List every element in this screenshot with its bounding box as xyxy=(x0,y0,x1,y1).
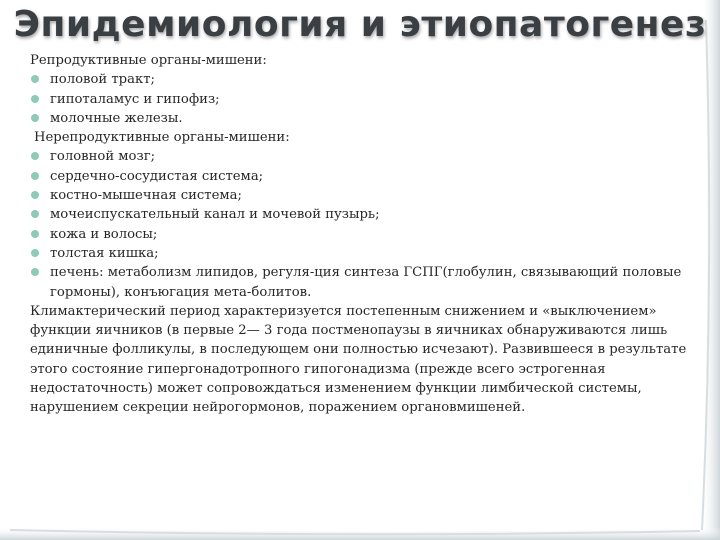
bullet-icon xyxy=(31,114,39,122)
list-item xyxy=(30,90,695,109)
climacteric-paragraph: Климактерический период характеризуется постепенным снижением и «выключением» функции яичников (в первые 2— 3 года постменопаузы в яичниках обнаруживаются лишь единичные фолликулы, в последующем они полностью исчезают). Развившееся в результате этого состояние гипергонадотропного гипогонадизма (прежде всего эстрогенная недостаточность) может сопровождаться изменением функции лимбической системы, нарушением секреции нейрогормонов, поражением органовмишеней. xyxy=(30,303,687,416)
list-item xyxy=(30,70,695,89)
slide-title: Эпидемиология и этиопатогенез xyxy=(13,4,707,45)
slide-content xyxy=(30,51,695,418)
list-item xyxy=(30,263,695,302)
list-item xyxy=(30,186,695,205)
bullet-icon xyxy=(31,75,39,83)
bullet-icon xyxy=(31,172,39,180)
bullet-icon xyxy=(31,95,39,103)
reproductive-list xyxy=(30,70,695,128)
list-item-text: сердечно-сосудистая система; xyxy=(50,168,264,184)
list-item-text: головной мозг; xyxy=(50,149,156,165)
list-item-text: печень: метаболизм липидов, регуля-ция синтеза ГСПГ(глобулин, связывающий половые гормоны), конъюгация мета-болитов. xyxy=(50,265,682,300)
list-item xyxy=(30,244,695,263)
list-item xyxy=(30,109,695,128)
bullet-icon xyxy=(31,191,39,199)
list-item xyxy=(30,147,695,166)
list-item xyxy=(30,167,695,186)
list-item xyxy=(30,225,695,244)
list-item-text: кожа и волосы; xyxy=(50,226,158,242)
nonreproductive-heading: Нерепродуктивные органы-мишени: xyxy=(34,130,290,146)
reproductive-heading: Репродуктивные органы-мишени: xyxy=(30,53,267,68)
bullet-icon xyxy=(31,210,39,218)
list-item-text: гипоталамус и гипофиз; xyxy=(50,91,220,107)
bullet-icon xyxy=(31,230,39,238)
list-item-text: костно-мышечная система; xyxy=(50,188,242,204)
list-item-text: толстая кишка; xyxy=(50,245,159,261)
list-item-text: половой тракт; xyxy=(50,72,155,88)
list-item-text: мочеиспускательный канал и мочевой пузырь; xyxy=(50,207,380,223)
bullet-icon xyxy=(31,152,39,160)
nonreproductive-list xyxy=(30,147,695,301)
bullet-icon xyxy=(31,268,39,276)
bullet-icon xyxy=(31,249,39,257)
list-item-text: молочные железы. xyxy=(50,110,183,126)
list-item xyxy=(30,205,695,224)
